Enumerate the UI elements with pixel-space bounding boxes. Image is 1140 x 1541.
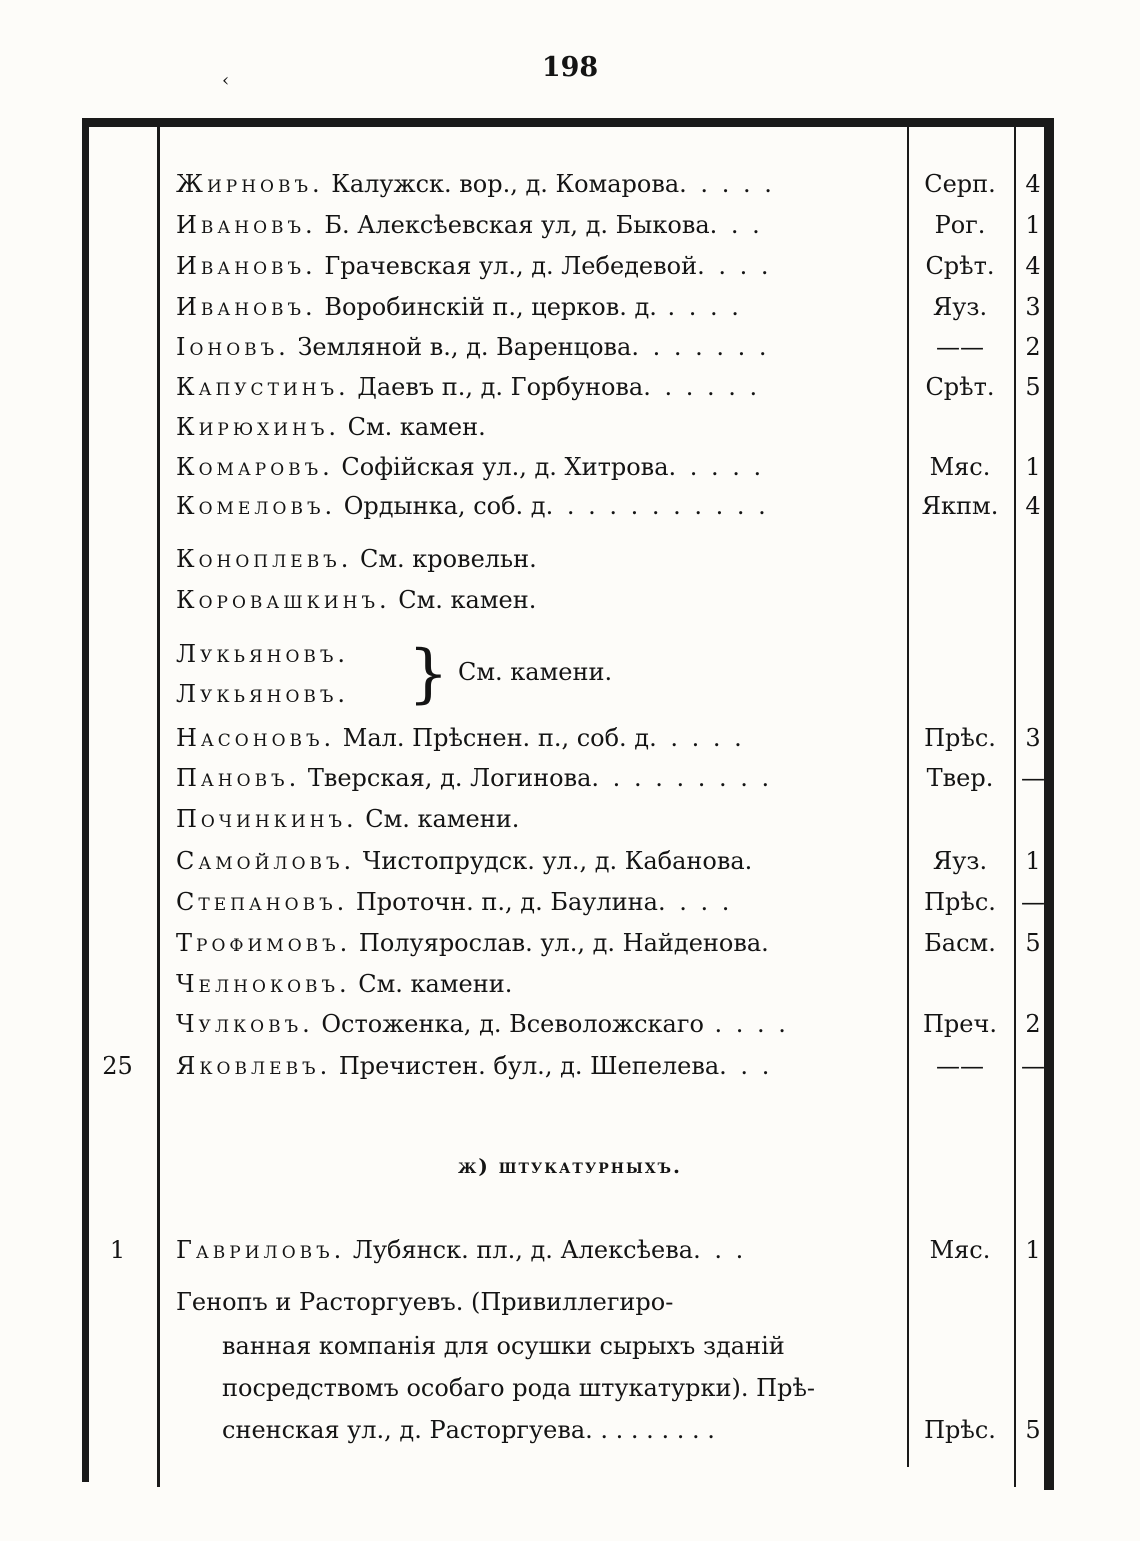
entry-district: Преч. — [923, 1010, 997, 1038]
entry-text: Пречистен. бул., д. Шепелева — [331, 1052, 720, 1080]
entry-quarter: 2 — [1025, 1010, 1041, 1038]
entry-line: ванная компанія для осушки сырыхъ зданій — [222, 1332, 785, 1360]
entry-text: Грачевская ул., д. Лебедевой — [316, 252, 698, 280]
entry-text: Мал. Прѣснен. п., соб. д — [335, 724, 650, 752]
entry-surname: Ивановъ. — [176, 293, 317, 321]
entry-count: 1 — [109, 1236, 126, 1264]
entry-district: Срѣт. — [925, 373, 995, 401]
top-rule — [82, 118, 1054, 127]
table-row — [0, 413, 1140, 453]
entry-text: Полуярослав. ул., д. Найденова — [351, 929, 762, 957]
entry-quarter: 1 — [1025, 211, 1041, 239]
entry-quarter: 4 — [1025, 492, 1041, 520]
entry-surname: Пановъ. — [176, 764, 301, 792]
entry-surname: Насоновъ. — [176, 724, 336, 752]
entry-surname: Починкинъ. — [176, 805, 358, 833]
entry-text: Лубянск. пл., д. Алексѣева — [345, 1236, 694, 1264]
entry-leader-dots: . . . . . — [668, 453, 765, 481]
entry-leader-dots: . . . — [709, 211, 763, 239]
entry-surname: Яковлевъ. — [176, 1052, 332, 1080]
entry-text: Остоженка, д. Всеволожскаго — [313, 1010, 704, 1038]
entry-surname: Комеловъ. — [176, 492, 337, 520]
entry-quarter: — — [1021, 1052, 1045, 1080]
entry-surname: Іоновъ. — [176, 333, 290, 361]
table-row — [0, 293, 1140, 333]
table-row — [0, 724, 1140, 764]
entry-surname: Коноплевъ. — [176, 545, 353, 573]
table-row — [0, 929, 1140, 969]
entry-district: Мяс. — [929, 453, 991, 481]
entry-text: См. камен. — [340, 413, 486, 441]
entry-quarter: 3 — [1025, 293, 1041, 321]
entry-quarter: 5 — [1025, 929, 1041, 957]
entry-quarter: 5 — [1025, 373, 1041, 401]
entry-text: См. камени. — [357, 805, 520, 833]
table-row — [0, 545, 1140, 585]
table-row — [0, 333, 1140, 373]
entry-district: Рог. — [934, 211, 986, 239]
entry-leader-dots: . . . . . . . — [631, 333, 770, 361]
print-mark: ‹ — [222, 70, 230, 91]
entry-quarter: 1 — [1025, 1236, 1041, 1264]
entry-surname: Чулковъ. — [176, 1010, 314, 1038]
entry-quarter: — — [1021, 888, 1045, 916]
entry-quarter: 1 — [1025, 847, 1041, 875]
table-row — [0, 492, 1140, 532]
entry-leader-dots: . . . . . . — [643, 373, 761, 401]
table-row — [0, 1052, 1140, 1092]
entry-text: Ордынка, соб. д — [336, 492, 546, 520]
entry-surname: Кирюхинъ. — [176, 413, 341, 441]
entry-surname: Лукьяновъ. — [176, 680, 350, 708]
table-row — [0, 805, 1140, 845]
table-row — [0, 1010, 1140, 1050]
entry-line: посредствомъ особаго рода штукатурки). Прѣ- — [222, 1374, 816, 1402]
entry-district: —— — [936, 333, 984, 361]
entry-quarter: 4 — [1025, 170, 1041, 198]
entry-quarter: 2 — [1025, 333, 1041, 361]
entry-text: Земляной в., д. Варенцова — [289, 333, 632, 361]
entry-district: Твер. — [926, 764, 994, 792]
entry-district: Басм. — [924, 929, 996, 957]
entry-district: Прѣс. — [924, 888, 996, 916]
entry-leader-dots: . . . . — [657, 888, 733, 916]
entry-text: Б. Алексѣевская ул, д. Быкова — [316, 211, 710, 239]
entry-text: Тверская, д. Логинова — [300, 764, 592, 792]
entry-text: Калужск. вор., д. Комарова — [323, 170, 680, 198]
entry-leader-dots: . . . . . — [679, 170, 775, 198]
entry-surname: Гавриловъ. — [176, 1236, 346, 1264]
entry-line: сненская ул., д. Расторгуева. . . . . . . . . — [222, 1416, 715, 1444]
entry-text: См. камени. — [350, 970, 513, 998]
page-number: 198 — [541, 52, 599, 83]
table-row — [0, 373, 1140, 413]
entry-district: Якпм. — [921, 492, 999, 520]
entry-district: Прѣс. — [924, 724, 996, 752]
entry-leader-dots: . . . — [719, 1052, 773, 1080]
entry-district: —— — [936, 1052, 984, 1080]
table-row — [0, 764, 1140, 804]
entry-surname: Ивановъ. — [176, 211, 317, 239]
table-row — [0, 1236, 1140, 1276]
entry-quarter: 5 — [1025, 1416, 1041, 1444]
entry-surname: Степановъ. — [176, 888, 349, 916]
entry-text: Чистопрудск. ул., д. Кабанова — [355, 847, 745, 875]
entry-leader-dots: . . . . . . . . . — [591, 764, 773, 792]
entry-surname: Капустинъ. — [176, 373, 350, 401]
table-row — [0, 453, 1140, 493]
entry-quarter: 4 — [1025, 252, 1041, 280]
entry-leader-dots: . . . . — [656, 293, 742, 321]
entry-quarter: 1 — [1025, 453, 1041, 481]
brace-symbol: } — [408, 637, 449, 711]
table-row — [0, 211, 1140, 251]
entry-text: Воробинскій п., церков. д. — [316, 293, 657, 321]
entry-leader-dots: . . . . . . . . . . . — [545, 492, 769, 520]
entry-line: Генопъ и Расторгуевъ. (Привиллегиро- — [176, 1288, 674, 1316]
entry-district: Мяс. — [929, 1236, 991, 1264]
entry-text: См. камен. — [390, 586, 537, 614]
entry-surname: Самойловъ. — [176, 847, 356, 875]
entry-quarter: — — [1021, 764, 1045, 792]
entry-district: Серп. — [924, 170, 996, 198]
table-row — [0, 1416, 1140, 1456]
brace-reference: См. камени. — [458, 658, 613, 686]
entry-text: Проточн. п., д. Баулина — [348, 888, 658, 916]
table-row — [0, 970, 1140, 1010]
entry-quarter: 3 — [1025, 724, 1041, 752]
table-row — [0, 847, 1140, 887]
entry-text: См. кровельн. — [352, 545, 537, 573]
entry-leader-dots: . . . . . — [649, 724, 745, 752]
entry-leader-dots: . . . — [693, 1236, 747, 1264]
entry-district: Прѣс. — [924, 1416, 996, 1444]
entry-leader-dots: . — [744, 847, 756, 875]
entry-leader-dots: . . . . — [703, 1010, 789, 1038]
entry-district: Яуз. — [932, 293, 988, 321]
entry-text: Даевъ п., д. Горбунова — [349, 373, 644, 401]
table-row — [0, 888, 1140, 928]
entry-district: Яуз. — [932, 847, 988, 875]
entry-surname: Ивановъ. — [176, 252, 317, 280]
entry-count: 25 — [102, 1052, 133, 1080]
section-heading: ж) штукатурныхъ. — [457, 1154, 683, 1178]
entry-surname: Жирновъ. — [176, 170, 324, 198]
entry-leader-dots: . — [761, 929, 772, 957]
brace-group — [176, 636, 676, 716]
entry-surname: Комаровъ. — [176, 453, 334, 481]
entry-surname: Лукьяновъ. — [176, 640, 350, 668]
table-row — [0, 586, 1140, 626]
entry-surname: Трофимовъ. — [176, 929, 352, 957]
entry-leader-dots: . . . . — [697, 252, 772, 280]
entry-surname: Челноковъ. — [176, 970, 351, 998]
table-row — [0, 170, 1140, 210]
entry-surname: Коровашкинъ. — [176, 586, 391, 614]
table-row — [0, 252, 1140, 292]
entry-text: Софійская ул., д. Хитрова — [333, 453, 669, 481]
entry-district: Срѣт. — [925, 252, 995, 280]
